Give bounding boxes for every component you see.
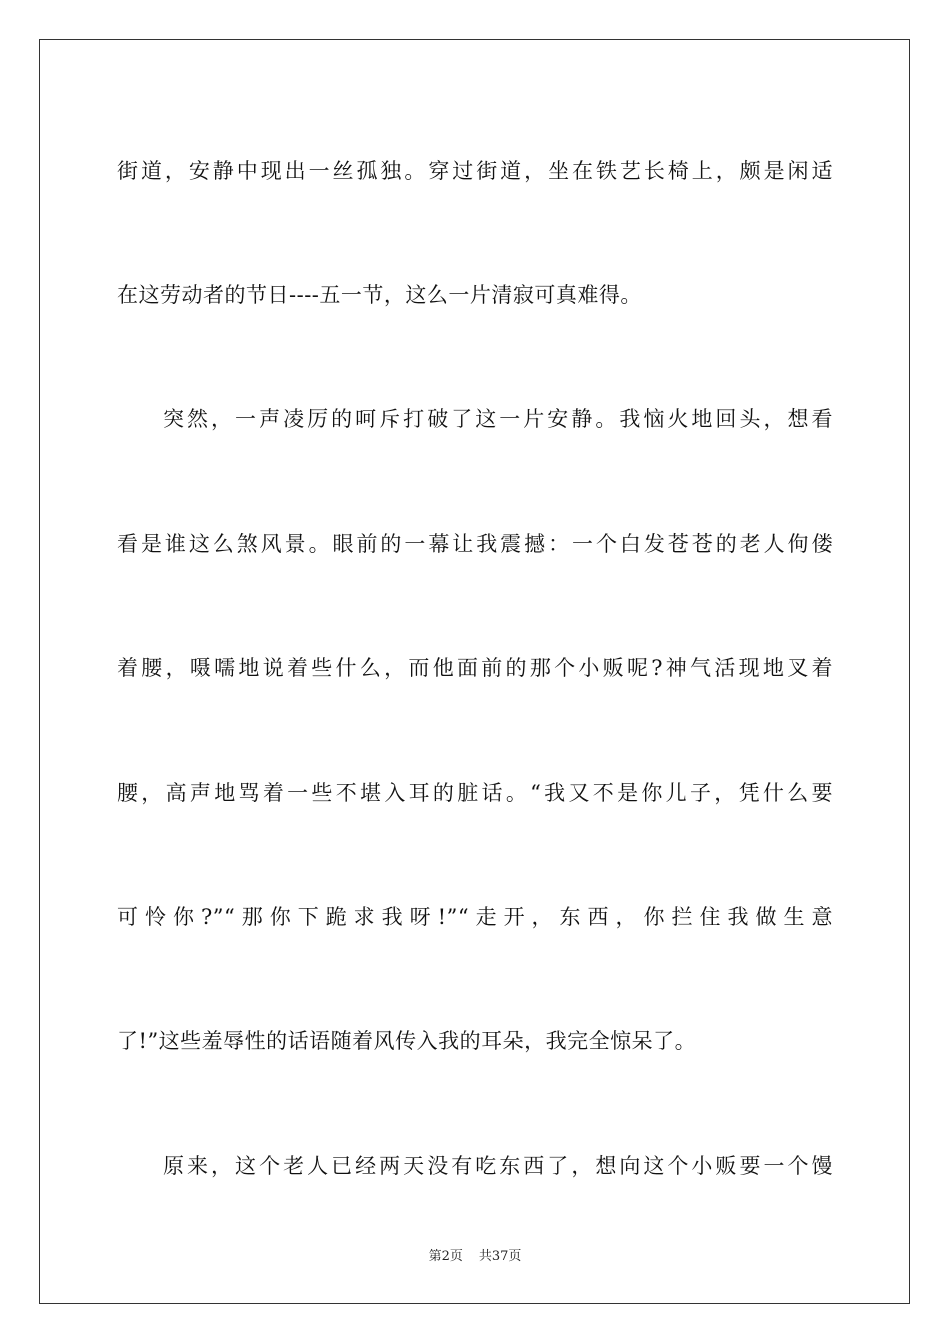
text-line: 原来，这个老人已经两天没有吃东西了，想向这个小贩要一个馒 — [163, 1154, 833, 1178]
text-line: 腰，高声地骂着一些不堪入耳的脏话。“我又不是你儿子，凭什么要 — [117, 781, 833, 805]
text-line: 了!”这些羞辱性的话语随着风传入我的耳朵，我完全惊呆了。 — [117, 1029, 697, 1053]
text-line: 在这劳动者的节日----五一节，这么一片清寂可真难得。 — [117, 283, 642, 307]
page-footer — [0, 1248, 950, 1266]
text-line: 可怜你?”“那你下跪求我呀!”“走开，东西，你拦住我做生意 — [117, 905, 833, 929]
page-number: 第2页 — [428, 1249, 463, 1264]
page-total: 共37页 — [478, 1249, 522, 1264]
text-line: 着腰，嗫嚅地说着些什么，而他面前的那个小贩呢?神气活现地叉着 — [117, 656, 833, 680]
text-line: 看是谁这么煞风景。眼前的一幕让我震撼：一个白发苍苍的老人佝偻 — [117, 532, 833, 556]
text-line: 突然，一声凌厉的呵斥打破了这一片安静。我恼火地回头，想看 — [163, 407, 833, 431]
text-line: 街道，安静中现出一丝孤独。穿过街道，坐在铁艺长椅上，颇是闲适 — [117, 159, 833, 183]
